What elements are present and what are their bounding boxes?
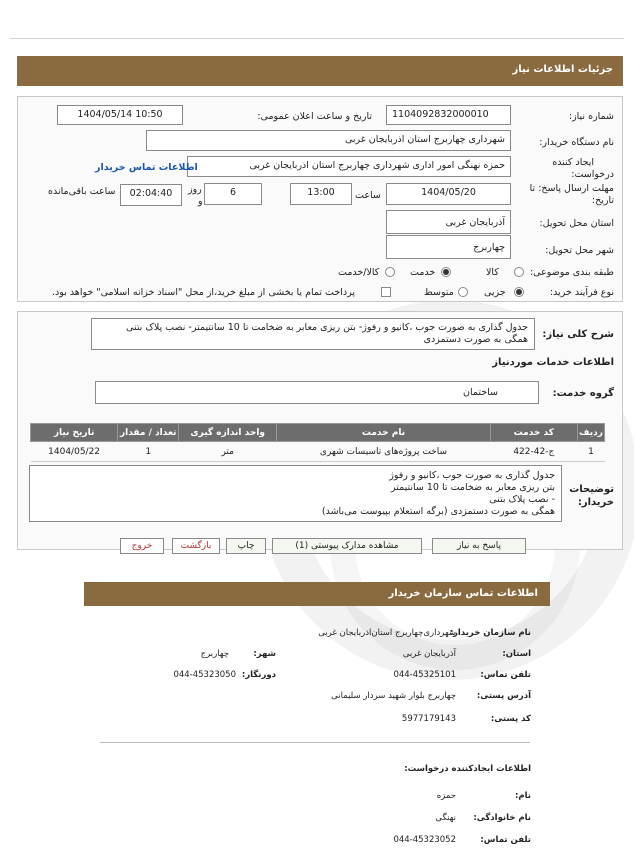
- creator-info-title: اطلاعات ایجادکننده درخواست:: [404, 764, 531, 774]
- buyer-notes-label-1: توضیحات: [569, 484, 614, 495]
- contact-org-label: نام سازمان خریدار:: [449, 628, 531, 638]
- contact-org-value: شهرداری‌چهاربرج استان‌اذربایجان غربی: [318, 628, 456, 638]
- table-row: [31, 442, 605, 462]
- creator-family-value: نهنگی: [435, 813, 456, 823]
- process-radio-minor[interactable]: [514, 287, 524, 297]
- and-label: و: [198, 196, 203, 207]
- view-attachments-button[interactable]: مشاهده مدارک پیوستی (1): [272, 538, 422, 554]
- process-radio-medium[interactable]: [458, 287, 468, 297]
- category-option-service: خدمت: [410, 267, 436, 278]
- contact-postal-value: 5977179143: [401, 714, 456, 724]
- announce-datetime-label: تاریخ و ساعت اعلان عمومی:: [257, 111, 372, 122]
- contact-fax-value: 044-45323050: [173, 670, 236, 680]
- exit-button[interactable]: خروج: [120, 538, 164, 554]
- delivery-province-field: آذربایجان غربی: [386, 210, 511, 234]
- buyer-org-field: شهرداری چهاربرج استان اذربایجان غربی: [146, 130, 511, 151]
- col-unit: واحد اندازه گیری: [179, 424, 277, 442]
- col-name: نام خدمت: [277, 424, 491, 442]
- creator-name-value: حمزه: [436, 791, 456, 801]
- process-option-minor: جزیی: [484, 287, 506, 298]
- buyer-org-label: نام دستگاه خریدار:: [539, 137, 614, 148]
- need-number-field: 1104092832000010: [386, 105, 511, 125]
- delivery-city-field: چهاربرج: [386, 235, 511, 259]
- row-unit: متر: [179, 442, 277, 462]
- contact-section-title: اطلاعات تماس سازمان خریدار: [84, 582, 550, 606]
- contact-address-value: چهاربرج بلوار شهید سردار سلیمانی: [331, 691, 456, 701]
- contact-phone-value: 044-45325101: [393, 670, 456, 680]
- page-title: جزئیات اطلاعات نیاز: [17, 56, 623, 86]
- category-radio-goods[interactable]: [514, 267, 524, 277]
- creator-phone-value: 044-45323052: [393, 835, 456, 845]
- buyer-notes-label-2: خریدار:: [577, 497, 614, 508]
- service-group-field: [95, 381, 539, 404]
- reply-button[interactable]: پاسخ به نیاز: [432, 538, 526, 554]
- col-qty: تعداد / مقدار: [118, 424, 179, 442]
- services-title: اطلاعات خدمات موردنیاز: [492, 357, 614, 368]
- creator-label-1: ایجاد کننده: [552, 157, 594, 168]
- service-group-value: ساختمان: [463, 387, 498, 398]
- col-code: کد خدمت: [490, 424, 577, 442]
- announce-datetime-field: 1404/05/14 10:50: [57, 105, 183, 125]
- treasury-note: پرداخت تمام یا بخشی از مبلغ خرید،از محل "اسناد خزانه اسلامی" خواهد بود.: [52, 287, 355, 298]
- row-qty: 1: [118, 442, 179, 462]
- col-index: ردیف: [577, 424, 604, 442]
- remaining-time-label: ساعت باقی‌مانده: [48, 186, 116, 197]
- contact-city-label: شهر:: [253, 649, 276, 659]
- days-remaining-field: 6: [204, 183, 262, 205]
- delivery-province-label: استان محل تحویل:: [539, 218, 614, 229]
- contact-divider: [100, 742, 530, 743]
- need-number-label: شماره نیاز:: [568, 111, 614, 122]
- deadline-time-field: 13:00: [290, 183, 352, 205]
- contact-fax-label: دورنگار:: [241, 670, 276, 680]
- row-code: ج-42-422: [490, 442, 577, 462]
- row-index: 1: [577, 442, 604, 462]
- purchase-process-label: نوع فرآیند خرید:: [549, 287, 614, 298]
- contact-province-label: استان:: [502, 649, 531, 659]
- remaining-time-field: 02:04:40: [120, 184, 182, 206]
- contact-phone-label: تلفن تماس:: [480, 670, 531, 680]
- creator-phone-label: تلفن تماس:: [480, 835, 531, 845]
- col-date: تاریخ نیاز: [31, 424, 118, 442]
- contact-postal-label: کد پستی:: [490, 714, 531, 724]
- delivery-city-label: شهر محل تحویل:: [545, 245, 614, 256]
- deadline-label-1: مهلت ارسال پاسخ: تا: [529, 183, 614, 194]
- contact-address-label: آدرس پستی:: [476, 691, 531, 701]
- buyer-note-line-1: جدول گذاری به صورت جوب ،کانیو و رفوژ: [389, 470, 555, 481]
- process-option-medium: متوسط: [424, 287, 454, 298]
- contact-city-value: چهاربرج: [200, 649, 229, 659]
- back-button[interactable]: بازگشت: [172, 538, 220, 554]
- contact-province-value: آذربایجان غربی: [402, 649, 456, 659]
- summary-line-1: جدول گذاری به صورت جوب ،کانیو و رفوژ- بتن ریزی معابر به ضخامت تا 10 سانتیمتر- نصب پلاک بتنی: [126, 322, 528, 333]
- deadline-time-label: ساعت: [355, 190, 381, 201]
- summary-line-2: همگی به صورت دستمزدی: [423, 334, 528, 345]
- service-group-label: گروه خدمت:: [552, 388, 614, 399]
- treasury-checkbox[interactable]: [381, 287, 391, 297]
- row-name: ساخت پروژه‌های تاسیسات شهری: [277, 442, 491, 462]
- buyer-note-line-4: همگی به صورت دستمزدی (برگه استعلام بپیوست می‌باشد): [321, 506, 555, 517]
- creator-name-label: نام:: [514, 791, 531, 801]
- buyer-notes-box: [29, 465, 562, 522]
- category-option-goods: کالا: [486, 267, 499, 278]
- summary-label: شرح کلی نیاز:: [542, 329, 614, 340]
- day-label: روز: [188, 184, 202, 195]
- buyer-contact-link[interactable]: اطلاعات تماس خریدار: [95, 162, 198, 173]
- creator-family-label: نام خانوادگی:: [473, 813, 531, 823]
- category-radio-service[interactable]: [441, 267, 451, 277]
- buyer-note-line-2: بتن ریزی معابر به ضخامت تا 10 سانتیمتر: [391, 482, 555, 493]
- category-radio-goods-service[interactable]: [385, 267, 395, 277]
- creator-label-2: درخواست:: [571, 169, 614, 180]
- row-date: 1404/05/22: [31, 442, 118, 462]
- buyer-note-line-3: - نصب پلاک بتنی: [489, 494, 555, 505]
- top-divider: [10, 38, 624, 39]
- summary-text: [91, 318, 535, 350]
- category-option-goods-service: کالا/خدمت: [338, 267, 380, 278]
- print-button[interactable]: چاپ: [226, 538, 266, 554]
- deadline-label-2: تاریخ:: [591, 195, 614, 206]
- deadline-date-field: 1404/05/20: [386, 183, 511, 205]
- services-table: [30, 423, 605, 462]
- creator-field: حمزه نهنگی امور اداری شهرداری چهاربرج استان اذربایجان غربی: [187, 156, 511, 177]
- category-label: طبقه بندی موضوعی:: [529, 267, 614, 278]
